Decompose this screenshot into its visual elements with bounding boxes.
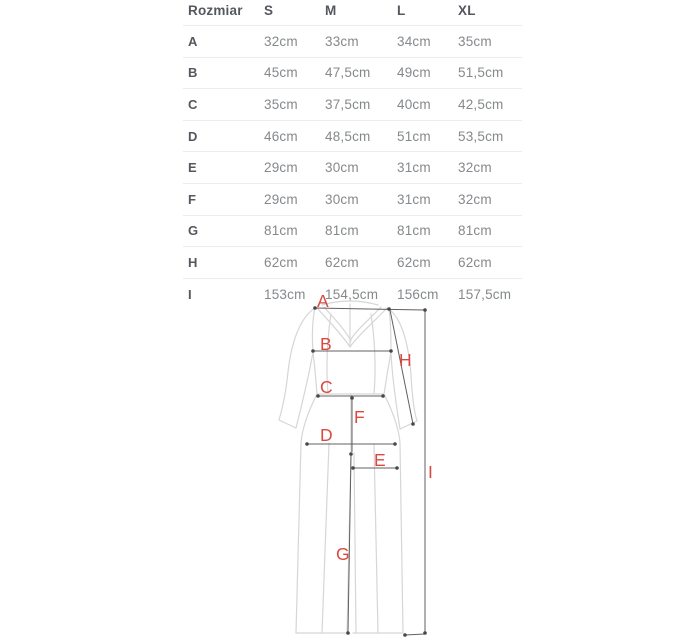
measurement-value: 156cm — [397, 286, 439, 302]
measurement-value: 30cm — [325, 191, 359, 207]
measurement-value: 48,5cm — [325, 128, 371, 144]
row-label: D — [188, 128, 198, 144]
measurement-value: 31cm — [397, 160, 431, 176]
measurement-value: 47,5cm — [325, 65, 371, 81]
row-label: E — [188, 160, 197, 176]
measurement-value: 81cm — [264, 223, 298, 239]
column-header-rozmiar: Rozmiar — [188, 3, 243, 18]
measure-line-a — [315, 308, 425, 310]
measurement-value: 34cm — [397, 33, 431, 49]
measure-label-h: H — [399, 350, 412, 370]
measure-label-b: B — [320, 334, 332, 354]
measurement-value: 51cm — [397, 128, 431, 144]
column-header-l: L — [397, 3, 406, 18]
measurement-value: 51,5cm — [458, 65, 504, 81]
row-label: I — [188, 286, 192, 302]
measure-label-g: G — [336, 544, 350, 564]
measure-label-i: I — [428, 462, 433, 482]
measurement-value: 157,5cm — [458, 286, 512, 302]
measurement-value: 62cm — [397, 254, 431, 270]
measurement-value: 32cm — [264, 33, 298, 49]
column-header-s: S — [264, 3, 274, 18]
measurement-value: 49cm — [397, 65, 431, 81]
row-label: A — [188, 33, 198, 49]
measurement-value: 62cm — [264, 254, 298, 270]
measurement-value: 35cm — [458, 33, 492, 49]
measurement-value: 29cm — [264, 191, 298, 207]
measurement-value: 81cm — [325, 223, 359, 239]
measurement-value: 32cm — [458, 191, 492, 207]
measure-label-f: F — [354, 407, 365, 427]
measure-label-a: A — [317, 291, 329, 311]
measurement-value: 81cm — [397, 223, 431, 239]
measurement-value: 37,5cm — [325, 96, 371, 112]
measure-line-i-extension — [405, 634, 425, 635]
measurement-value: 53,5cm — [458, 128, 504, 144]
row-label: F — [188, 191, 197, 207]
measurement-value: 35cm — [264, 96, 298, 112]
measurement-value: 33cm — [325, 33, 359, 49]
measurement-value: 62cm — [458, 254, 492, 270]
measurement-value: 46cm — [264, 128, 298, 144]
row-label: C — [188, 96, 198, 112]
measurement-value: 40cm — [397, 96, 431, 112]
measure-label-e: E — [374, 450, 386, 470]
row-label: G — [188, 223, 199, 239]
measurement-value: 62cm — [325, 254, 359, 270]
measurement-value: 29cm — [264, 160, 298, 176]
measurement-value: 154,5cm — [325, 286, 379, 302]
row-label: H — [188, 254, 198, 270]
measurement-value: 30cm — [325, 160, 359, 176]
row-label: B — [188, 65, 198, 81]
measurement-value: 42,5cm — [458, 96, 504, 112]
measurement-value: 81cm — [458, 223, 492, 239]
column-header-xl: XL — [458, 3, 476, 18]
measurement-value: 45cm — [264, 65, 298, 81]
measurement-value: 31cm — [397, 191, 431, 207]
measurement-value: 153cm — [264, 286, 306, 302]
measurement-value: 32cm — [458, 160, 492, 176]
measure-label-d: D — [320, 425, 333, 445]
column-header-m: M — [325, 3, 337, 18]
measure-label-c: C — [320, 377, 333, 397]
